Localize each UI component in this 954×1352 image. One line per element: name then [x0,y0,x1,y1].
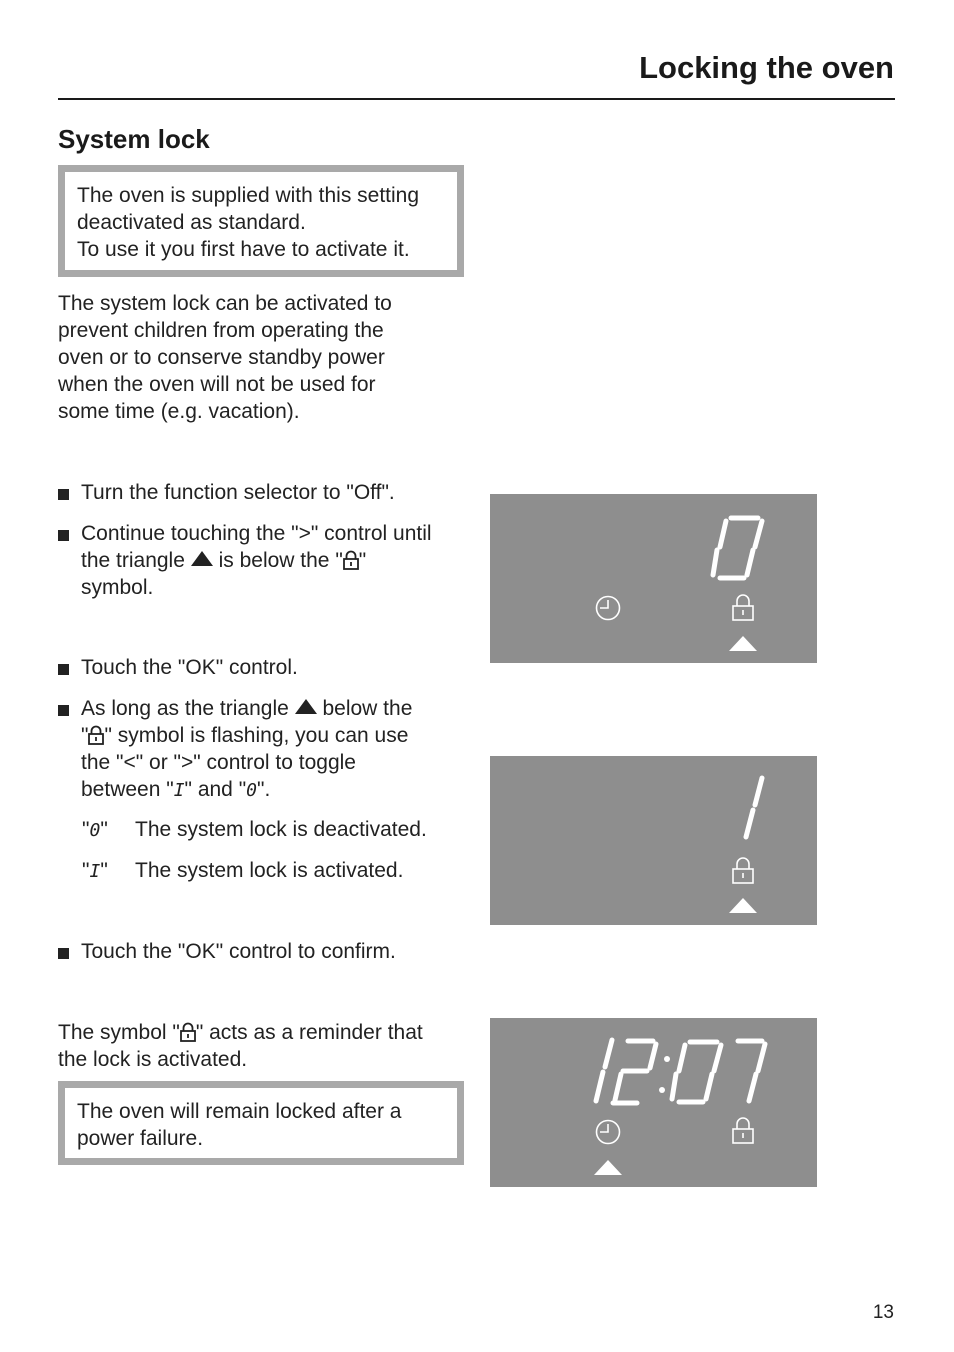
step-turn-selector-off: Turn the function selector to "Off". [58,479,491,506]
readout-digit-1 [746,778,762,837]
step-touch-ok: Touch the "OK" control. [58,654,491,681]
readout-digit-0 [713,518,762,578]
legend-row-deactivated: "0" The system lock is deactivated. [82,818,427,841]
header-divider [58,98,895,100]
legend-row-activated: "I" The system lock is activated. [82,859,404,882]
note-line: deactivated as standard. [77,211,306,234]
step-confirm-ok: Touch the "OK" control to confirm. [58,938,491,965]
lock-icon [88,725,104,745]
time-colon [659,1056,670,1093]
triangle-icon [191,551,213,566]
display-panel-off [490,494,817,663]
clock-icon [597,597,620,620]
lock-icon [733,1118,753,1143]
clock-icon [597,1121,620,1144]
display-panel-time [490,1018,817,1187]
note-line: The oven is supplied with this setting [77,184,420,207]
step-toggle-lock: As long as the triangle below the " " symbol is flashing, you can use the "<" or ">" control to toggle between "I" and "0". [58,695,491,804]
page-number: 13 [872,1302,894,1323]
note-line: power failure. [77,1127,204,1150]
note-box-default-setting [58,165,464,277]
lock-icon [733,858,753,883]
readout-time-12-07 [596,1040,765,1103]
display-graphic [490,756,817,925]
note-line: To use it you first have to activate it. [77,238,410,261]
lock-icon [733,595,753,620]
reminder-paragraph: The symbol " " acts as a reminder that the lock is activated. [58,1021,423,1071]
note-line: The oven will remain locked after a [77,1100,402,1123]
triangle-icon [295,699,317,714]
step-continue-touching: Continue touching the ">" control until the triangle is below the " " symbol. [58,520,491,601]
display-graphic [490,1018,817,1187]
display-panel-lock-setting [490,756,817,925]
page-title: Locking the oven [639,50,894,85]
intro-paragraph: The system lock can be activated to prevent children from operating the oven or to conserve standby power when the oven will not be used for some time (e.g. vacation). [58,292,392,423]
section-title: System lock [58,124,210,154]
selection-triangle-icon [729,898,757,913]
selection-triangle-icon [594,1160,622,1175]
selection-triangle-icon [729,636,757,651]
lock-icon [343,550,359,570]
note-box-power-failure [58,1081,464,1165]
display-graphic [490,494,817,663]
lock-icon [180,1022,196,1042]
